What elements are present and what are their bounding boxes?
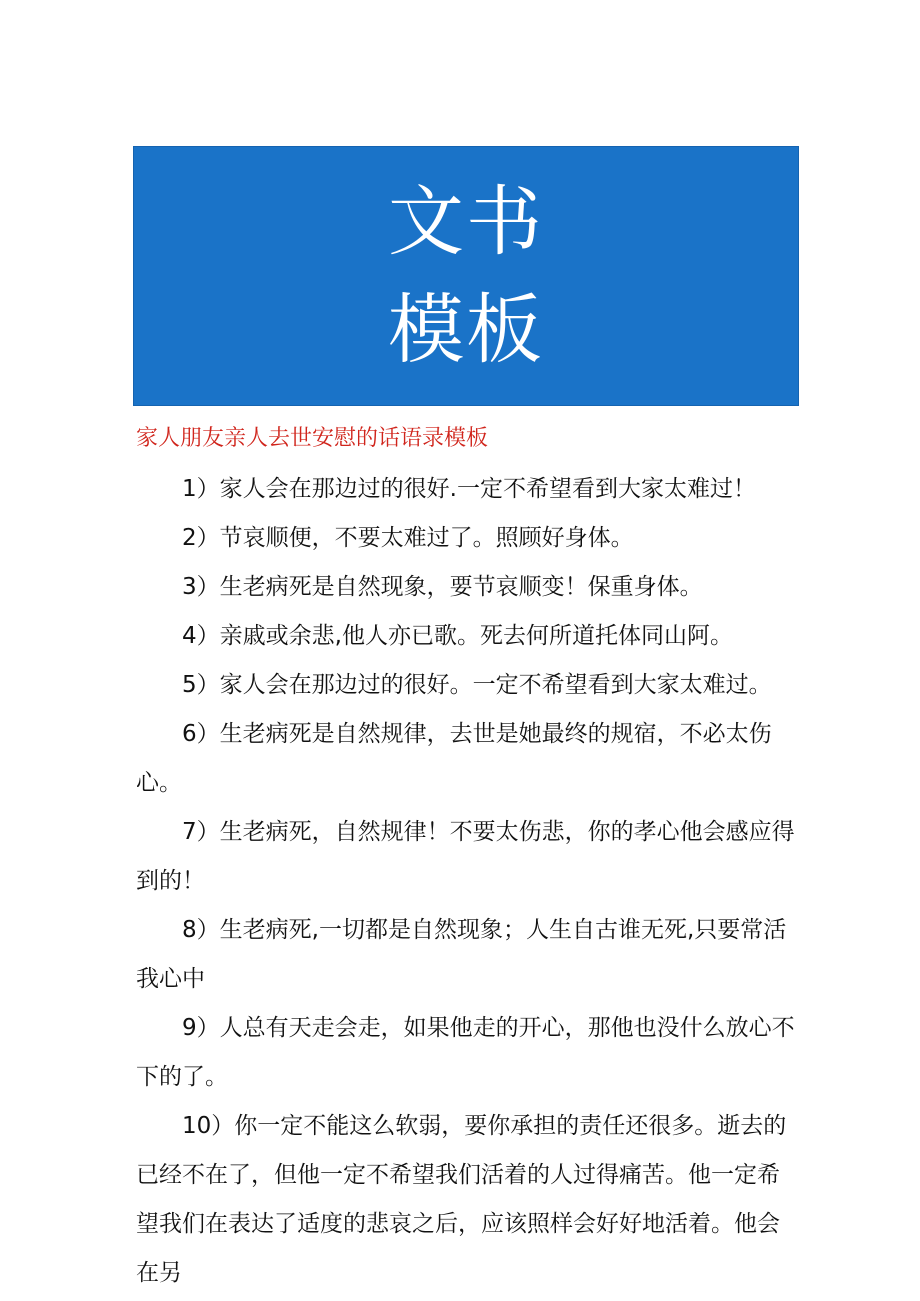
paragraph-1: 1）家人会在那边过的很好.一定不希望看到大家太难过！ — [182, 476, 756, 502]
banner-title-line-2: 模板 — [388, 285, 544, 374]
banner-title-line-1: 文书 — [388, 177, 544, 266]
paragraph-4: 4）亲戚或余悲,他人亦已歌。死去何所道托体同山阿。 — [182, 623, 733, 649]
paragraph-8: 8）生老病死,一切都是自然现象；人生自古谁无死,只要常活我心中 — [136, 917, 787, 992]
cover-banner — [133, 146, 799, 406]
document-body — [136, 465, 800, 1298]
paragraph-9: 9）人总有天走会走，如果他走的开心，那他也没什么放心不下的了。 — [136, 1015, 795, 1090]
paragraph-3: 3）生老病死是自然现象，要节哀顺变！保重身体。 — [182, 574, 703, 600]
document-title: 家人朋友亲人去世安慰的话语录模板 — [136, 426, 489, 451]
paragraph-5: 5）家人会在那边过的很好。一定不希望看到大家太难过。 — [182, 672, 772, 698]
paragraph-6: 6）生老病死是自然规律，去世是她最终的规宿，不必太伤心。 — [136, 721, 772, 796]
paragraph-2: 2）节哀顺便，不要太难过了。照顾好身体。 — [182, 525, 634, 551]
paragraph-7: 7）生老病死，自然规律！不要太伤悲，你的孝心他会感应得到的！ — [136, 819, 795, 894]
paragraph-10: 10）你一定不能这么软弱，要你承担的责任还很多。逝去的已经不在了，但他一定不希望我们活着的人过得痛苦。他一定希望我们在表达了适度的悲哀之后，应该照样会好好地活着。他会在另 — [136, 1113, 787, 1286]
